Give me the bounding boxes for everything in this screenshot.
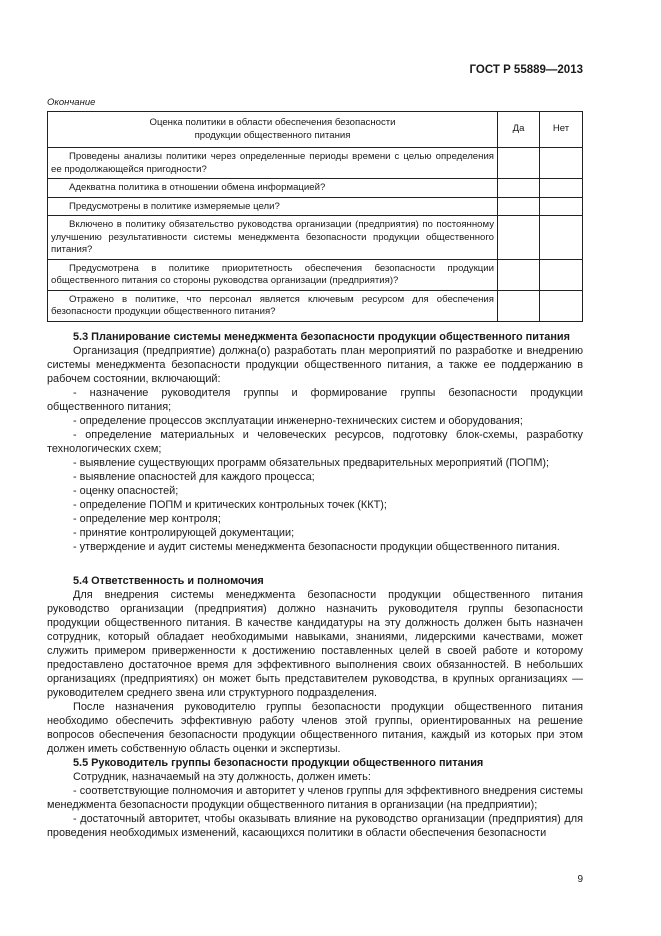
policy-evaluation-table xyxy=(47,111,583,322)
table-row xyxy=(48,148,583,179)
question-cell: Проведены анализы политики через определенные периоды времени с целью определения ее продолжающейся пригодности? xyxy=(48,148,498,179)
page-number: 9 xyxy=(577,874,583,885)
no-cell[interactable] xyxy=(540,148,583,179)
paragraph: Организация (предприятие) должна(о) разработать план мероприятий по разработке и внедрению системы менеджмента безопасности продукции общественного питания, а также ее поддержанию в рабочем состоянии, включающий: xyxy=(47,345,583,385)
column-header-no: Нет xyxy=(540,112,583,148)
table-row xyxy=(48,197,583,216)
table-row xyxy=(48,179,583,198)
yes-cell[interactable] xyxy=(498,259,540,290)
table-caption: Окончание xyxy=(47,97,96,108)
document-header: ГОСТ Р 55889—2013 xyxy=(469,64,583,76)
column-header-yes: Да xyxy=(498,112,540,148)
list-item: - назначение руководителя группы и формирование группы безопасности продукции общественного питания; xyxy=(47,387,583,413)
list-item: - принятие контролирующей документации; xyxy=(73,527,295,539)
question-cell: Предусмотрена в политике приоритетность обеспечения безопасности продукции общественного питания со стороны руководства организации (предприятия)? xyxy=(48,259,498,290)
paragraph: Для внедрения системы менеджмента безопасности продукции общественного питания руководство организации (предприятия) должно назначить руководителя группы безопасности продукции общественного питания. В качестве кандидатуры на эту должность должен быть назначен сотрудник, который обладает необходимыми навыками, знаниями, лидерскими качествами, может служить примером приверженности к достижению поставленных целей в своей работе и которому предоставлено достаточное время для эффективного выполнения своих обязанностей. В небольших организациях (предприятиях) он может быть представителем руководства, в крупных организациях — руководителем среднего звена или структурного подразделения. xyxy=(47,589,583,699)
list-item: - выявление опасностей для каждого процесса; xyxy=(73,471,315,483)
list-item: - определение процессов эксплуатации инженерно-технических систем и оборудования; xyxy=(73,415,523,427)
yes-cell[interactable] xyxy=(498,197,540,216)
yes-cell[interactable] xyxy=(498,179,540,198)
table-row xyxy=(48,216,583,260)
table-header-row xyxy=(48,112,583,148)
list-item: - утверждение и аудит системы менеджмента безопасности продукции общественного питания. xyxy=(73,541,560,553)
paragraph: После назначения руководителю группы безопасности продукции общественного питания необходимо обеспечить эффективную работу членов этой группы, ориентированных на решение вопросов обеспечения безопасности продукции общественного питания, каждый из которых при этом должен иметь собственную область оценки и экспертизы. xyxy=(47,701,583,755)
question-cell: Предусмотрены в политике измеряемые цели? xyxy=(48,197,498,216)
list-item: - соответствующие полномочия и авторитет у членов группы для эффективного внедрения системы менеджмента безопасности продукции общественного питания в организации (на предприятии); xyxy=(47,785,583,811)
section-5-3 xyxy=(47,330,583,554)
list-item: - определение мер контроля; xyxy=(73,513,221,525)
list-item: - выявление существующих программ обязательных предварительных мероприятий (ПОПМ); xyxy=(73,457,550,469)
question-cell: Включено в политику обязательство руководства организации (предприятия) по постоянному улучшению результативности системы менеджмента безопасности продукции общественного питания? xyxy=(48,216,498,260)
no-cell[interactable] xyxy=(540,259,583,290)
list-item: - оценку опасностей; xyxy=(73,485,179,497)
list-item: - определение материальных и человеческих ресурсов, подготовку блок-схемы, разработку технологических схем; xyxy=(47,429,583,455)
no-cell[interactable] xyxy=(540,216,583,260)
no-cell[interactable] xyxy=(540,290,583,321)
section-heading: 5.4 Ответственность и полномочия xyxy=(73,575,264,587)
table-row xyxy=(48,259,583,290)
section-5-4 xyxy=(47,574,583,756)
yes-cell[interactable] xyxy=(498,290,540,321)
column-header-question: Оценка политики в области обеспечения безопасности продукции общественного питания xyxy=(48,112,498,148)
question-cell: Адекватна политика в отношении обмена информацией? xyxy=(48,179,498,198)
yes-cell[interactable] xyxy=(498,216,540,260)
paragraph: Сотрудник, назначаемый на эту должность, должен иметь: xyxy=(73,771,371,783)
yes-cell[interactable] xyxy=(498,148,540,179)
question-cell: Отражено в политике, что персонал является ключевым ресурсом для обеспечения безопасности продукции общественного питания? xyxy=(48,290,498,321)
section-heading: 5.5 Руководитель группы безопасности продукции общественного питания xyxy=(73,757,484,769)
no-cell[interactable] xyxy=(540,197,583,216)
section-5-5 xyxy=(47,756,583,840)
no-cell[interactable] xyxy=(540,179,583,198)
list-item: - достаточный авторитет, чтобы оказывать влияние на руководство организации (предприятия) для проведения необходимых изменений, касающихся политики в области обеспечения безопасности xyxy=(47,813,583,839)
section-heading: 5.3 Планирование системы менеджмента безопасности продукции общественного питания xyxy=(73,331,570,343)
table-row xyxy=(48,290,583,321)
list-item: - определение ПОПМ и критических контрольных точек (ККТ); xyxy=(73,499,387,511)
